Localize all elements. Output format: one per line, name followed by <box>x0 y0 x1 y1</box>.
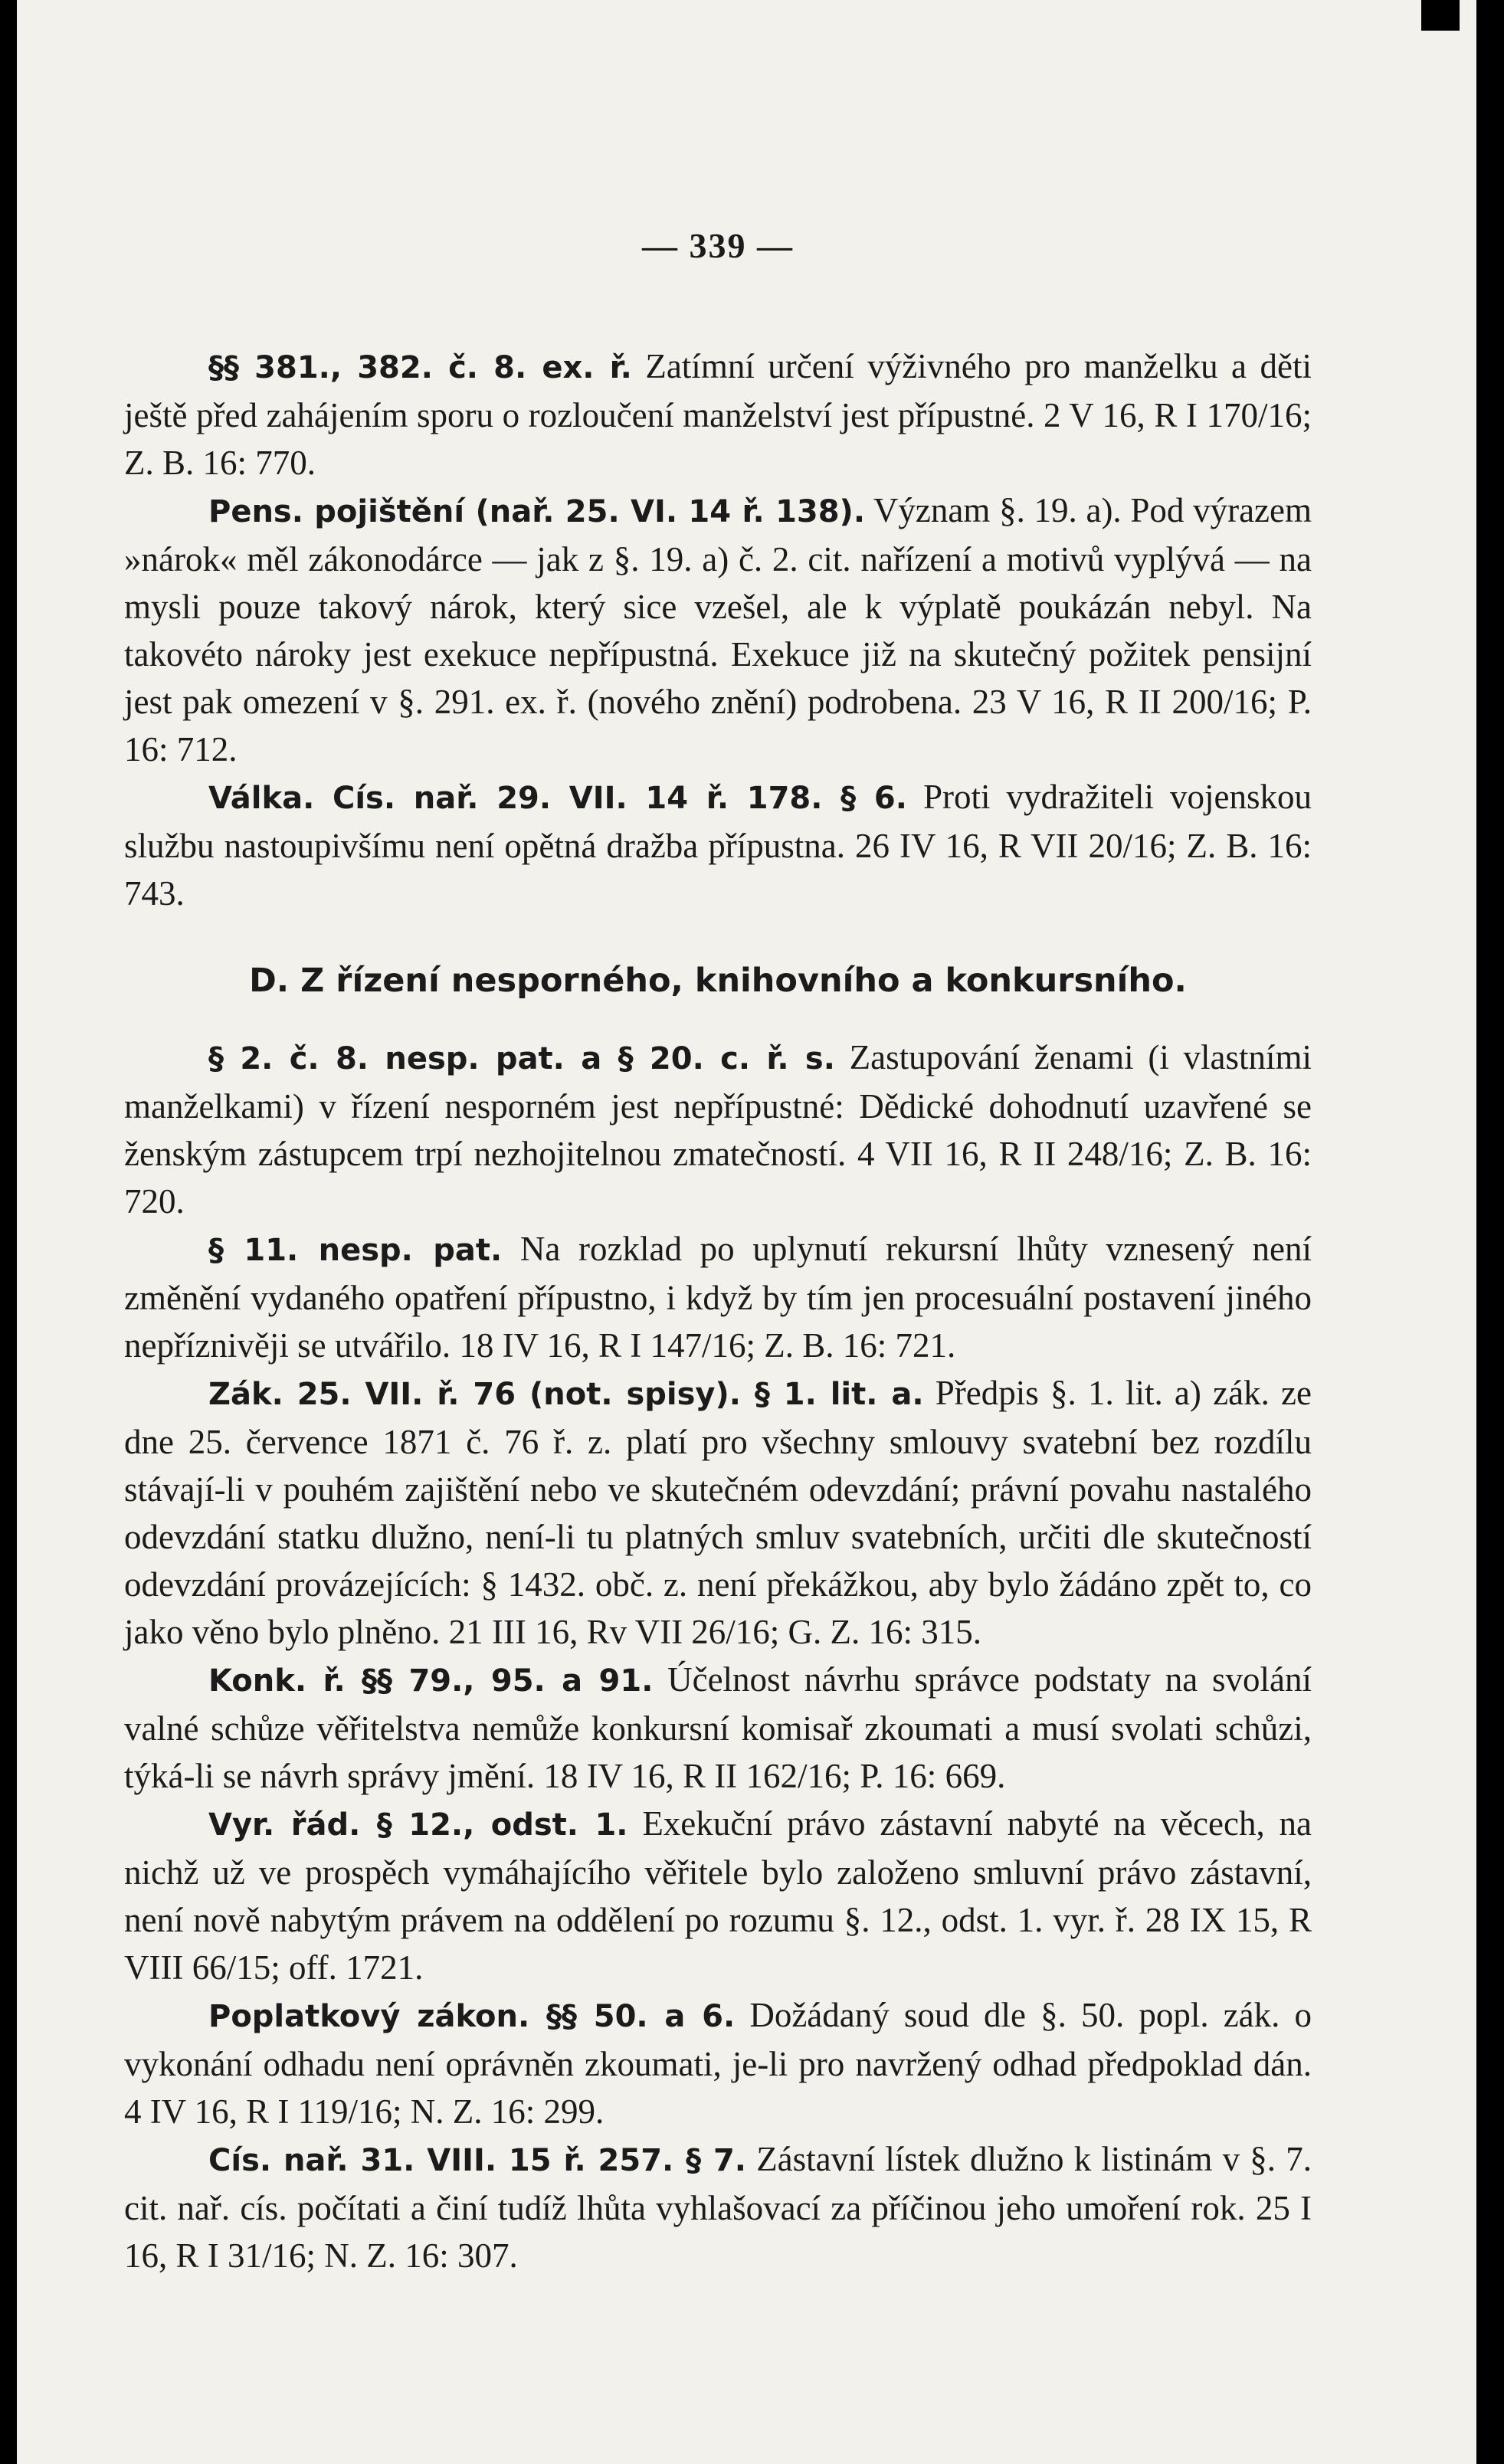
paragraph-ref: Vyr. řád. § 12., odst. 1. <box>208 1807 628 1843</box>
scan-edge-border <box>1490 0 1504 2464</box>
paragraph-ref: Válka. Cís. nař. 29. VII. 14 ř. 178. § 6. <box>208 781 907 816</box>
paragraph-5 <box>124 1225 1312 1369</box>
paragraph-body: Exekuční právo zástavní nabyté na věcech, na nichž už ve prospěch vymáhajícího věřitele bylo založeno smluvní právo zástavní, není nově nabytým právem na oddělení po rozumu §. 12., odst. 1. vyr. ř. 28 IX 15, R VIII 66/15; off. 1721. <box>124 1804 1312 1987</box>
paragraph-body: Dožádaný soud dle §. 50. popl. zák. o vykonání odhadu není oprávněn zkoumati, je-li pro navržený odhad předpoklad dán. 4 IV 16, R I 119/16; N. Z. 16: 299. <box>124 1996 1312 2131</box>
paragraph-6 <box>124 1369 1312 1656</box>
paragraph-body: Zastupování ženami (i vlastními manželkami) v řízení nesporném jest nepřípustné: Dědické dohodnutí uzavřené se ženským zástupcem trpí nezhojitelnou zmatečností. 4 VII 16, R II 248/16; Z. B. 16: 720. <box>124 1038 1312 1221</box>
paragraph-3 <box>124 773 1312 917</box>
paragraph-8 <box>124 1800 1312 1991</box>
scan-corner-mark <box>1421 0 1460 31</box>
paragraph-ref: §§ 381., 382. č. 8. ex. ř. <box>208 350 632 385</box>
document-page <box>17 0 1476 2464</box>
page-text <box>124 222 1312 2279</box>
paragraph-ref: § 2. č. 8. nesp. pat. a § 20. c. ř. s. <box>208 1041 835 1076</box>
paragraph-9 <box>124 1991 1312 2135</box>
paragraph-body: Na rozklad po uplynutí rekursní lhůty vznesený není změnění vydaného opatření přípustno, i když by tím jen procesuální postavení jiného nepříznivěji se utvářilo. 18 IV 16, R I 147/16; Z. B. 16: 721. <box>124 1230 1312 1365</box>
paragraph-ref: Zák. 25. VII. ř. 76 (not. spisy). § 1. lit. a. <box>208 1377 924 1412</box>
paragraph-2 <box>124 487 1312 773</box>
paragraph-body: Význam §. 19. a). Pod výrazem »nárok« měl zákonodárce — jak z §. 19. a) č. 2. cit. nařízení a motivů vyplývá — na mysli pouze takový nárok, který sice vzešel, ale k výplatě poukázán nebyl. Na takovéto nároky jest exekuce nepřípustná. Exekuce již na skutečný požitek pensijní jest pak omezení v §. 291. ex. ř. (nového znění) podrobena. 23 V 16, R II 200/16; P. 16: 712. <box>124 491 1312 768</box>
paragraph-body: Zástavní lístek dlužno k listinám v §. 7. cit. nař. cís. počítati a činí tudíž lhůta vyhlašovací za příčinou jeho umoření rok. 25 I 16, R I 31/16; N. Z. 16: 307. <box>124 2140 1312 2275</box>
paragraph-body: Předpis §. 1. lit. a) zák. ze dne 25. července 1871 č. 76 ř. z. platí pro všechny smlouvy svatební bez rozdílu stávají-li v pouhém zajištění nebo ve skutečném odevzdání; právní povahu nastalého odevzdání statku dlužno, není-li tu platných smluv svatebních, určiti dle skutečností odevzdání provázejících: § 1432. obč. z. není překážkou, aby bylo žádáno zpět to, co jako věno bylo plněno. 21 III 16, Rv VII 26/16; G. Z. 16: 315. <box>124 1374 1312 1651</box>
paragraph-ref: Konk. ř. §§ 79., 95. a 91. <box>208 1663 654 1699</box>
paragraph-1 <box>124 342 1312 487</box>
paragraph-10 <box>124 2135 1312 2279</box>
paragraph-4 <box>124 1034 1312 1225</box>
page-number: — 339 — <box>642 226 794 265</box>
paragraph-body: Zatímní určení výživného pro manželku a děti ještě před zahájením sporu o rozloučení manželství jest přípustné. 2 V 16, R I 170/16; Z. B. 16: 770. <box>124 347 1312 482</box>
paragraph-ref: Cís. nař. 31. VIII. 15 ř. 257. § 7. <box>208 2143 746 2178</box>
paragraph-ref: Pens. pojištění (nař. 25. VI. 14 ř. 138). <box>208 494 866 529</box>
paragraph-ref: § 11. nesp. pat. <box>208 1233 503 1268</box>
paragraph-body: Účelnost návrhu správce podstaty na svolání valné schůze věřitelstva nemůže konkursní komisař zkoumati a musí svolati schůzi, týká-li se návrh správy jmění. 18 IV 16, R II 162/16; P. 16: 669. <box>124 1660 1312 1795</box>
paragraph-ref: Poplatkový zákon. §§ 50. a 6. <box>208 1999 736 2034</box>
section-heading: D. Z řízení nesporného, knihovního a konkursního. <box>249 962 1187 1000</box>
paragraph-7 <box>124 1656 1312 1800</box>
paragraph-body: Proti vydražiteli vojenskou službu nastoupivšímu není opětná dražba přípustna. 26 IV 16, R VII 20/16; Z. B. 16: 743. <box>124 778 1312 913</box>
